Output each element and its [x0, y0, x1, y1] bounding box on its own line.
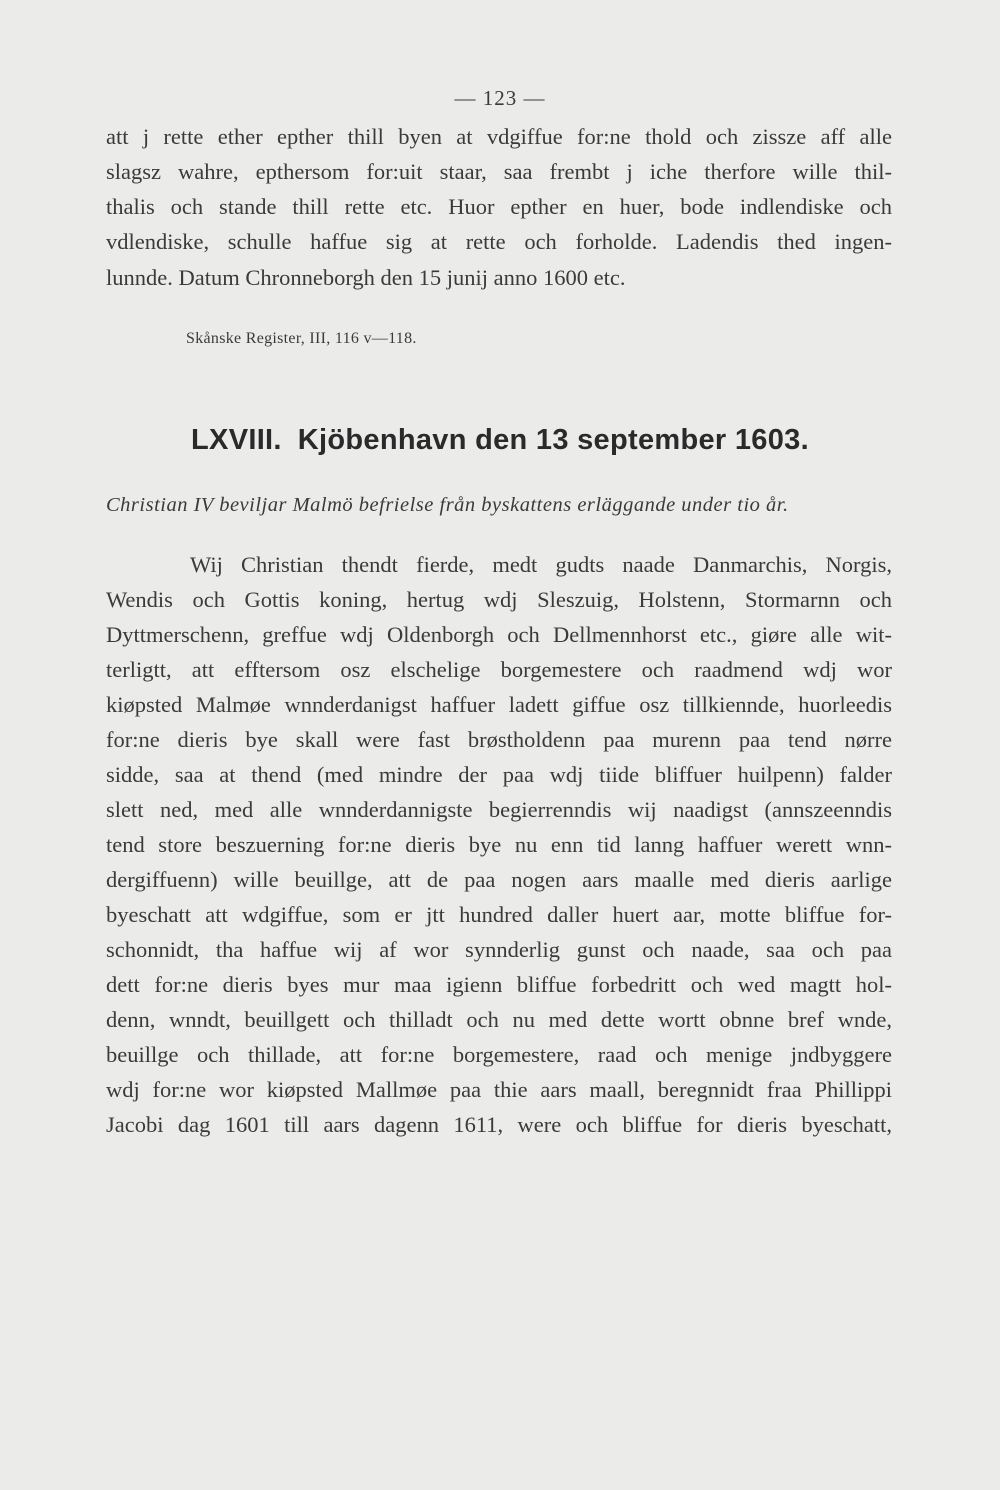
body-line: slett ned, med alle wnnderdannigste begierrenndis wij naadigst (annszeenndis: [106, 797, 892, 822]
document-summary: Christian IV beviljar Malmö befrielse från byskattens erläggande under tio år.: [106, 494, 789, 516]
body-line: tend store beszuerning for:ne dieris bye nu enn tid lanng haffuer werett wnn-: [106, 832, 892, 857]
body-line: for:ne dieris bye skall were fast brøstholdenn paa murenn paa tend nørre: [106, 727, 892, 752]
body-line: terligtt, att efftersom osz elschelige borgemestere och raadmend wdj wor: [106, 657, 892, 682]
intro-line: thalis och stande thill rette etc. Huor epther en huer, bode indlendiske och: [106, 194, 892, 219]
document-heading: [0, 424, 1000, 457]
body-line: kiøpsted Malmøe wnnderdanigst haffuer ladett giffue osz tillkiennde, huorleedis: [106, 692, 892, 717]
page-number: — 123 —: [454, 86, 546, 110]
intro-line: slagsz wahre, epthersom for:uit staar, saa frembt j iche therfore wille thil-: [106, 159, 892, 184]
body-line: dett for:ne dieris byes mur maa igienn bliffue forbedritt och wed magtt hol-: [106, 972, 892, 997]
body-line: byeschatt att wdgiffue, som er jtt hundred daller huert aar, motte bliffue for-: [106, 902, 892, 927]
body-line: dergiffuenn) wille beuillge, att de paa nogen aars maalle med dieris aarlige: [106, 867, 892, 892]
source-note: Skånske Register, III, 116 v—118.: [186, 330, 417, 347]
body-line: denn, wnndt, beuillgett och thilladt och nu med dette wortt obnne bref wnde,: [106, 1007, 892, 1032]
document-title: Kjöbenhavn den 13 september 1603.: [297, 424, 809, 456]
intro-line: att j rette ether epther thill byen at vdgiffue for:ne thold och zissze aff alle: [106, 124, 892, 149]
body-line: schonnidt, tha haffue wij af wor synnderlig gunst och naade, saa och paa: [106, 937, 892, 962]
body-line: Wendis och Gottis koning, hertug wdj Sleszuig, Holstenn, Stormarnn och: [106, 587, 892, 612]
body-line: sidde, saa at thend (med mindre der paa wdj tiide bliffuer huilpenn) falder: [106, 762, 892, 787]
body-line: wdj for:ne wor kiøpsted Mallmøe paa thie aars maall, beregnnidt fraa Phillippi: [106, 1077, 892, 1102]
body-line: Jacobi dag 1601 till aars dagenn 1611, were och bliffue for dieris byeschatt,: [106, 1112, 892, 1137]
body-line: Wij Christian thendt fierde, medt gudts naade Danmarchis, Norgis,: [190, 552, 892, 577]
body-line: Dyttmerschenn, greffue wdj Oldenborgh och Dellmennhorst etc., giøre alle wit-: [106, 622, 892, 647]
intro-line: lunnde. Datum Chronneborgh den 15 junij anno 1600 etc.: [106, 265, 626, 290]
document-number: LXVIII.: [191, 424, 282, 456]
body-line: beuillge och thillade, att for:ne borgemestere, raad och menige jndbyggere: [106, 1042, 892, 1067]
intro-line: vdlendiske, schulle haffue sig at rette och forholde. Ladendis thed ingen-: [106, 229, 892, 254]
